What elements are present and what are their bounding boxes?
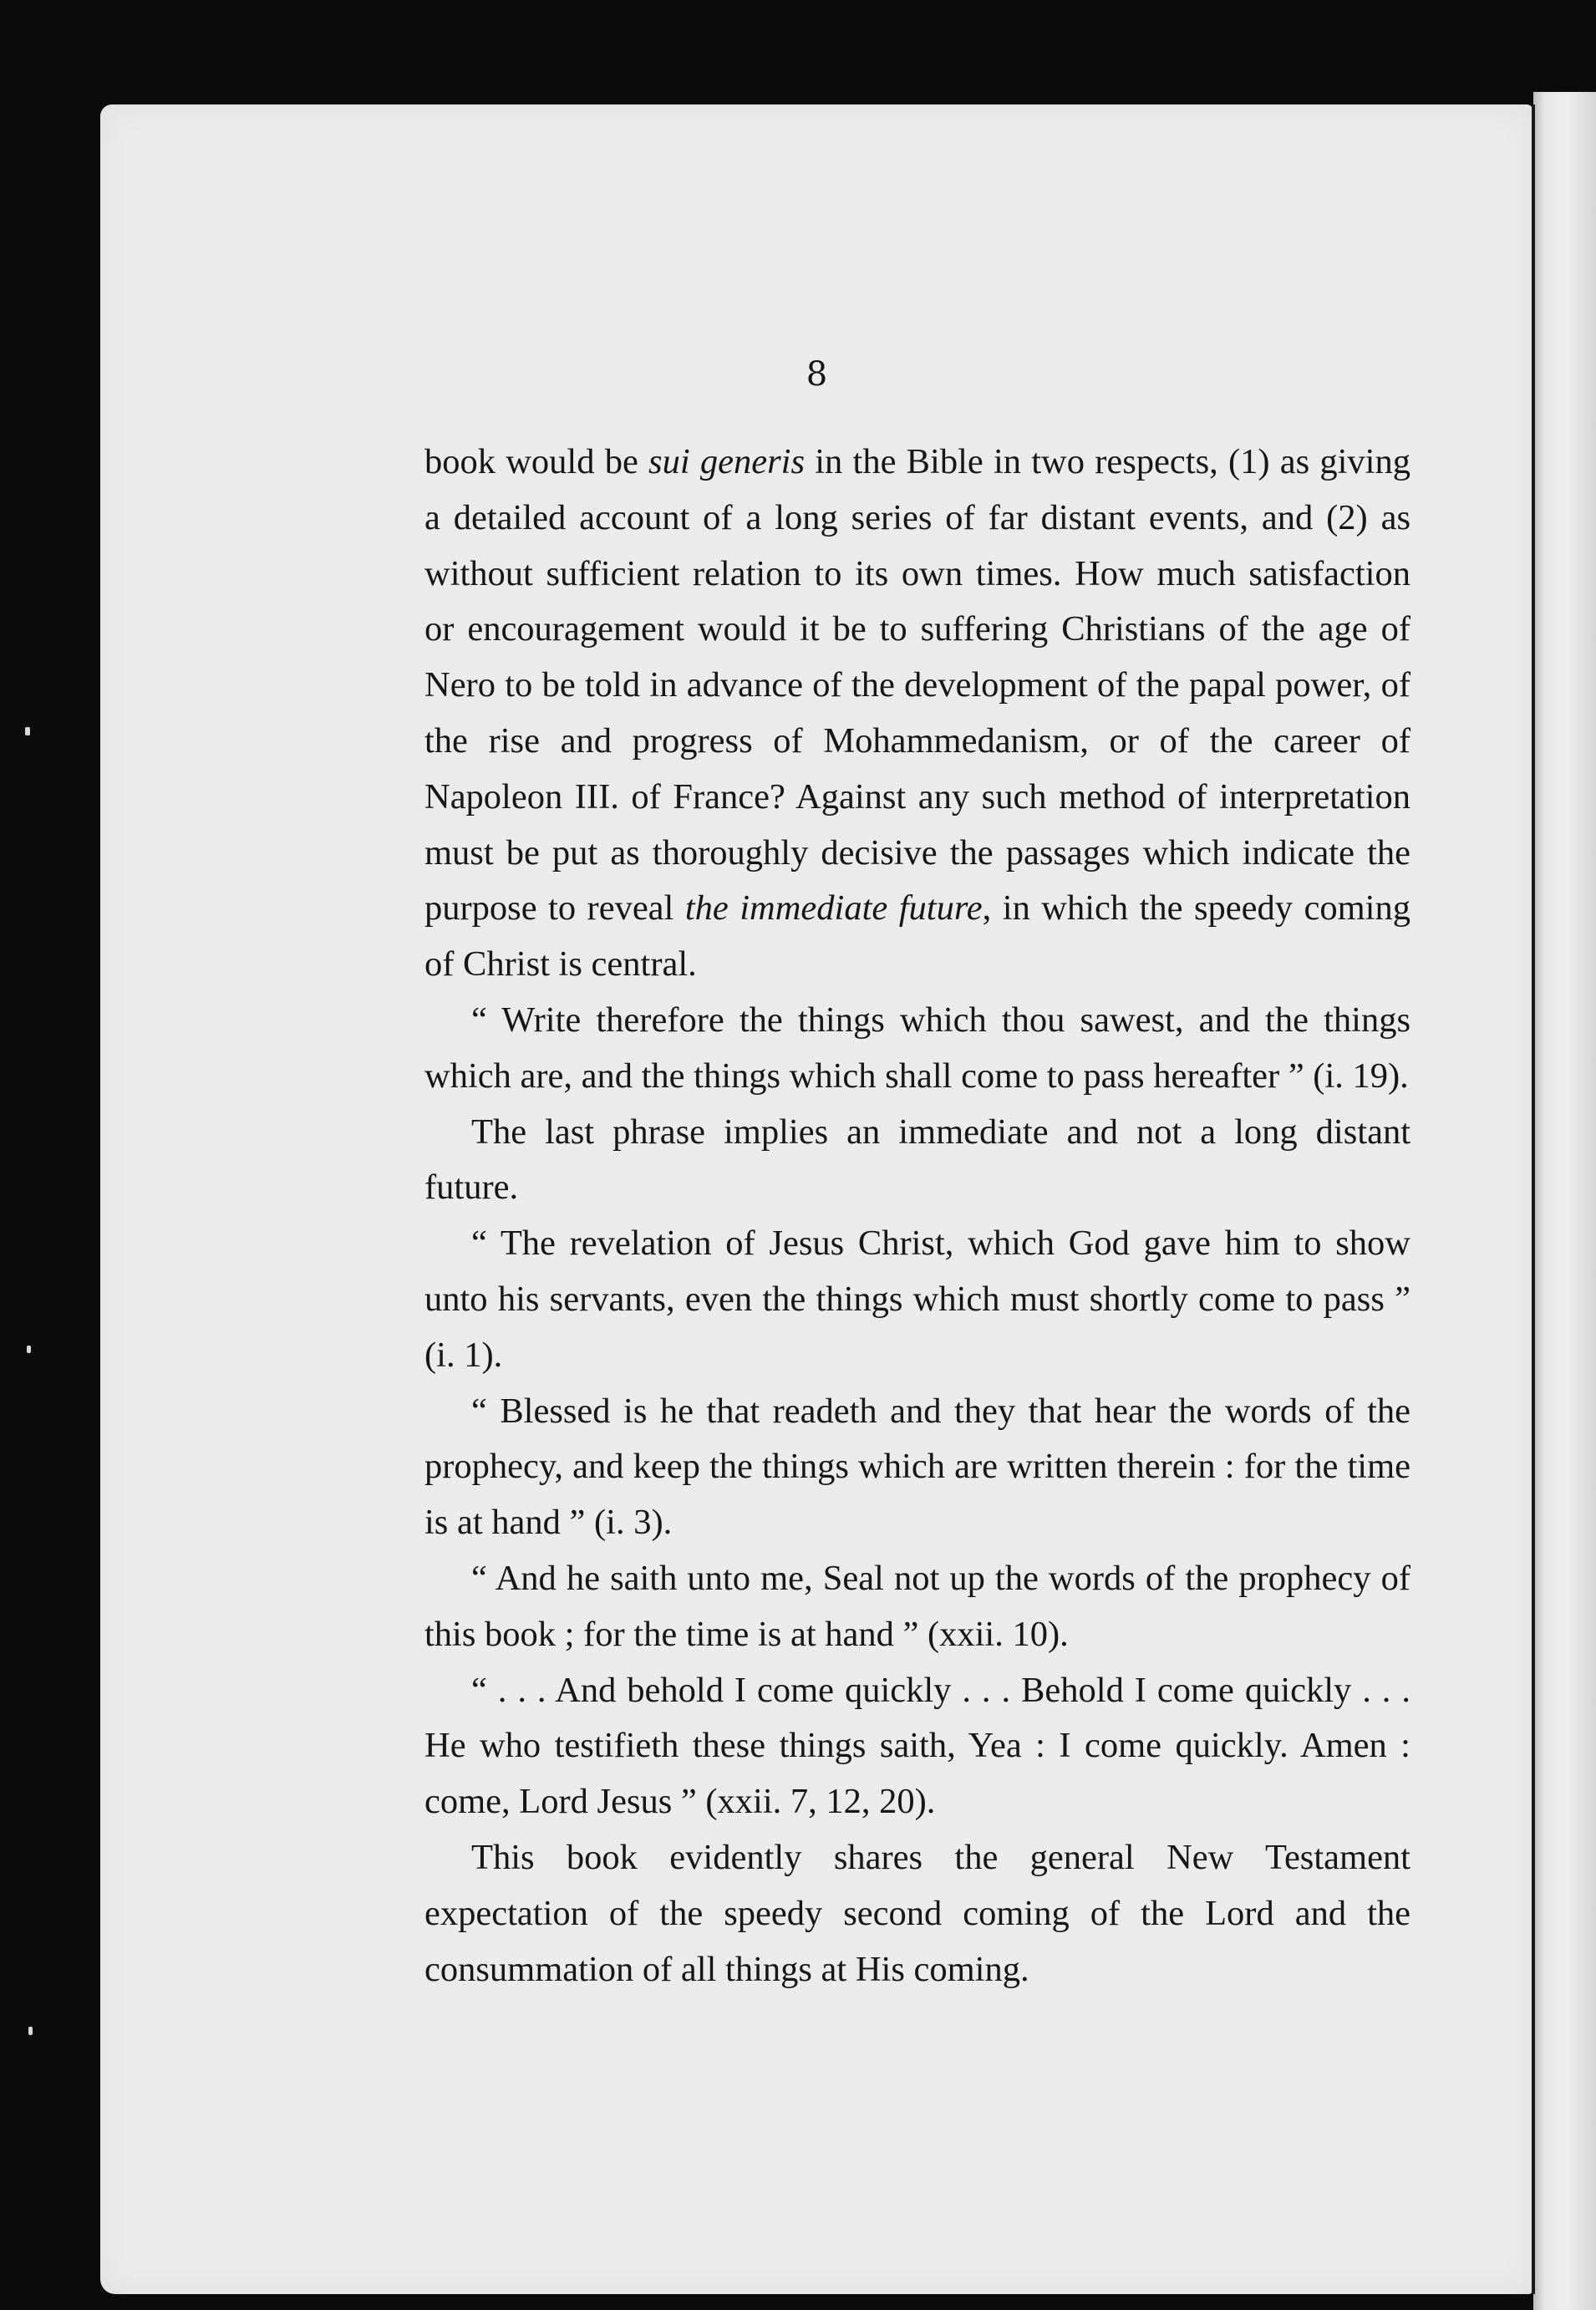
text-run: “ Blessed is he that readeth and they that hear the words of the prophecy, and keep the things which are written therein : for the time is at hand ” (i. 3). (424, 1391, 1410, 1543)
body-text (424, 435, 1410, 1997)
facing-page-edge (1533, 92, 1596, 2310)
text-run: This book evidently shares the general New Testament expectation of the speedy second coming of the Lord and the consummation of all things at His coming. (424, 1837, 1410, 1989)
scan-speck (28, 2027, 33, 2035)
text-run: book would be (424, 442, 649, 481)
scan-speck (25, 727, 30, 735)
text-run: , in which the speedy coming of Christ is central. (424, 888, 1410, 985)
page-number: 8 (806, 355, 828, 394)
page-gutter-line (1532, 104, 1535, 2294)
italic-text-run: sui generis (648, 442, 805, 481)
italic-text-run: the immediate future (684, 888, 983, 929)
paragraph (424, 435, 1410, 993)
paragraph (424, 1551, 1410, 1663)
paragraph (424, 993, 1410, 1105)
paragraph (424, 1384, 1410, 1551)
scan-speck (27, 1346, 31, 1353)
text-run: The last phrase implies an immediate and not a long distant future. (424, 1112, 1410, 1208)
text-run: “ The revelation of Jesus Christ, which God gave him to show unto his servants, even the things which must shortly come to pass ” (i. 1). (424, 1224, 1410, 1375)
text-run: “ . . . And behold I come quickly . . . Behold I come quickly . . . He who testifieth these things saith, Yea : I come quickly. Amen : come, Lord Jesus ” (xxii. 7, 12, 20). (424, 1670, 1410, 1822)
paragraph (424, 1830, 1410, 1997)
paragraph (424, 1105, 1410, 1217)
text-run: “ And he saith unto me, Seal not up the words of the prophecy of this book ; for the time is at hand ” (xxii. 10). (424, 1558, 1410, 1654)
text-run: “ Write therefore the things which thou sawest, and the things which are, and the things which shall come to pass hereafter ” (i. 19). (424, 1000, 1410, 1096)
paragraph (424, 1663, 1410, 1830)
paragraph (424, 1216, 1410, 1383)
book-page (100, 104, 1533, 2294)
text-run: in the Bible in two respects, (1) as giving a detailed account of a long series of far distant events, and (2) as without sufficient relation to its own times. How much satisfaction or encouragement would it be to suffering Christians of the age of Nero to be told in advance of the development of the papal power, of the rise and progress of Mohammedanism, or of the career of Napoleon III. of France? Against any such method of interpretation must be put as thoroughly decisive the passages which indicate the purpose to reveal (424, 442, 1410, 929)
